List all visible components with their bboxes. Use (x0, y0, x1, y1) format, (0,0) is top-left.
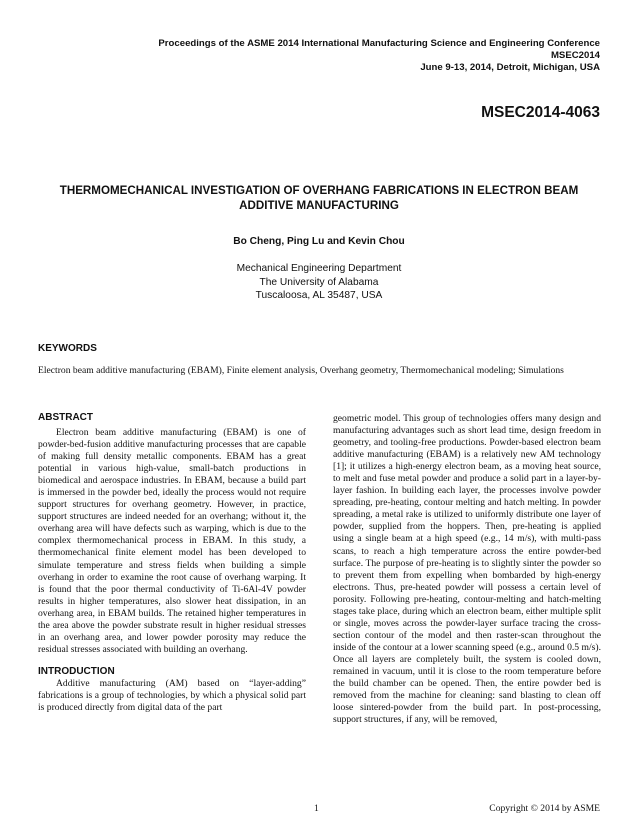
title-line-2: ADDITIVE MANUFACTURING (239, 199, 399, 212)
introduction-text-left: Additive manufacturing (AM) based on “layer-adding” fabrications is a group of technologies, by which a physical solid part is produced directly from digital data of the part (38, 677, 306, 713)
conference-header (80, 38, 600, 74)
copyright-notice: Copyright © 2014 by ASME (489, 803, 600, 814)
affiliation (0, 262, 638, 303)
left-column (38, 412, 306, 714)
conference-name: Proceedings of the ASME 2014 International Manufacturing Science and Engineering Conference (158, 38, 600, 49)
affiliation-department: Mechanical Engineering Department (236, 263, 402, 274)
affiliation-university: The University of Alabama (259, 276, 379, 288)
keywords-text: Electron beam additive manufacturing (EBAM), Finite element analysis, Overhang geometry, Thermomechanical modeling; Simulations (38, 365, 564, 376)
title-line-1: THERMOMECHANICAL INVESTIGATION OF OVERHANG FABRICATIONS IN ELECTRON BEAM (59, 184, 579, 197)
introduction-heading: INTRODUCTION (38, 665, 115, 677)
paper-id: MSEC2014-4063 (481, 104, 600, 121)
affiliation-address: Tuscaloosa, AL 35487, USA (255, 290, 383, 301)
paper-title (30, 183, 608, 213)
introduction-text-right: geometric model. This group of technologies offers many design and manufacturing advantages such as short lead time, design freedom in geometry, and tooling-free productions. Powder-based electron beam additive manufacturing (EBAM) is a relatively new AM technology [1]; it utilizes a high-energy electron beam, as a moving heat source, to melt and fuse metal powder and produce a solid part in a layer-by-layer fashion. In building each layer, the processes involve powder spreading, pre-heating, contour melting and hatch melting. In powder spreading, a metal rake is utilized to uniformly distribute one layer of powder, supplied from the hoppers. Then, pre-heating is applied using a single beam at a high speed (e.g., 14 m/s), with multi-pass scans, to reach a high temperature across the entire powder-bed surface. The purpose of pre-heating is to slightly sinter the powder so to prevent them from expelling when bombarded by high-energy electrons. Thus, pre-heated powder will possess a certain level of porosity. Following pre-heating, contour-melting and hatch-melting stages take place, during which an electron beam, either multiple split or single, moves across the powder-layer surface tracing the cross-section contour of the model and then raster-scan throughout the inside of the contour at a lower scanning speed (e.g., around 0.5 m/s). Once all layers are completely built, the system is cooled down, remained in vacuum, until it is close to the room temperature before the build chamber can be opened. Then, the entire powder bed is removed from the machine for cleaning: sand blasting to clean off loose sintered-powder from the build part. In post-processing, support structures, if any, will be removed, (333, 413, 602, 726)
conference-acronym: MSEC2014 (550, 50, 600, 61)
right-column (333, 413, 601, 726)
conference-date-location: June 9-13, 2014, Detroit, Michigan, USA (420, 62, 600, 73)
authors: Bo Cheng, Ping Lu and Kevin Chou (233, 236, 405, 247)
keywords-heading: KEYWORDS (38, 343, 97, 354)
abstract-heading: ABSTRACT (38, 412, 93, 423)
page-number: 1 (314, 803, 319, 814)
abstract-text: Electron beam additive manufacturing (EBAM) is one of powder-bed-fusion additive manufacturing processes that are capable of making full density metallic components. EBAM has a great potential in various high-value, small-batch productions in biomedical and aerospace industries. In EBAM, because a build part is immersed in the powder bed, ideally the process would not require support structures for overhang geometry. However, in practice, support structures are indeed needed for an overhang; without it, the overhang area will have defects such as warping, which is due to the complex thermomechanical process in EBAM. In this study, a thermomechanical finite element model has been developed to simulate temperature and stress fields when building a simple overhang in order to examine the root cause of overhang warping. It is found that the poor thermal conductivity of Ti-6Al-4V powder results in higher temperatures, also slower heat dissipation, in an overhang area, in EBAM builds. The retained higher temperatures in the area above the powder substrate result in higher residual stresses in an overhang area, and lower powder porosity may reduce the residual stresses associated with building an overhang. (38, 427, 306, 655)
